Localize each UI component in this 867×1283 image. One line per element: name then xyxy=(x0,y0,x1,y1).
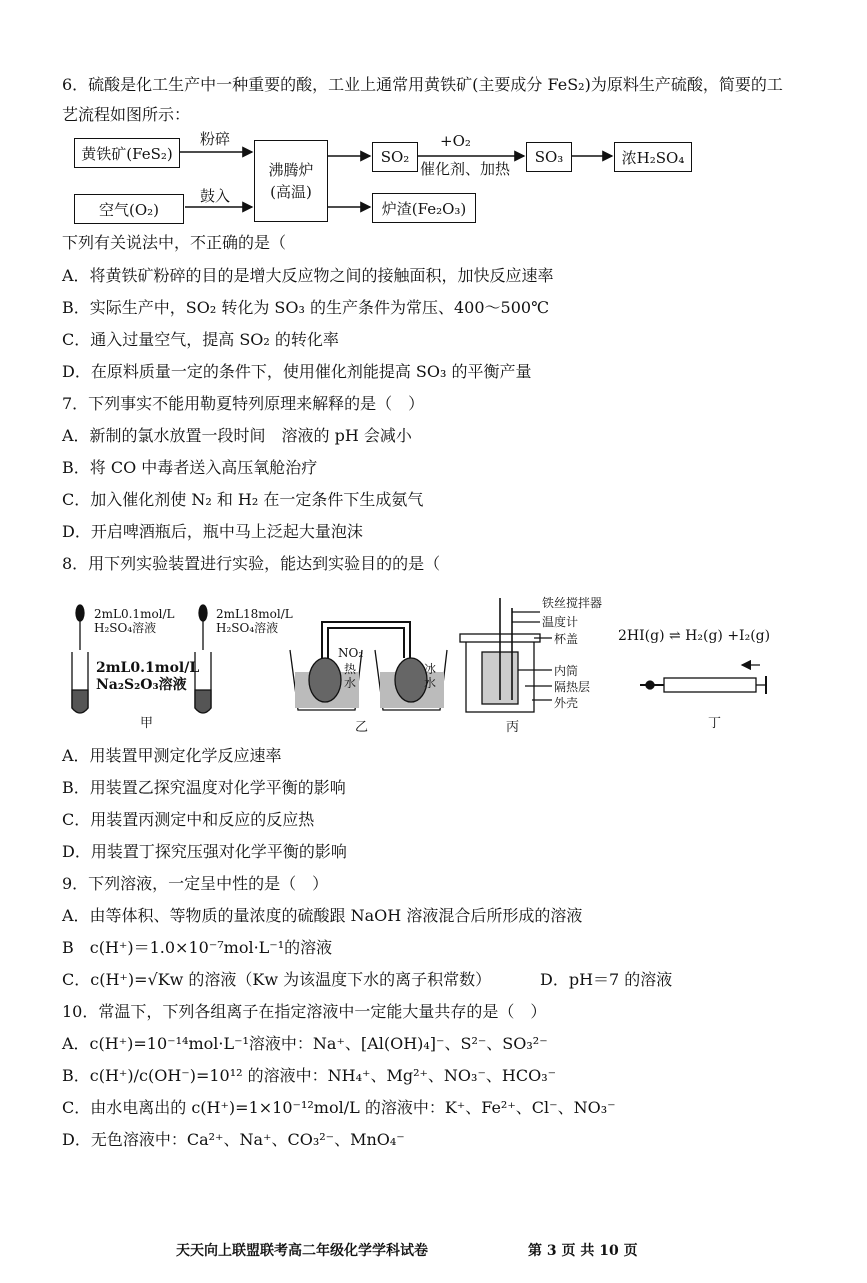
q7-option-a: A．新制的氯水放置一段时间 溶液的 pH 会减小 xyxy=(62,426,412,445)
bing-lid-label: 杯盖 xyxy=(554,632,579,646)
q8-option-d: D．用装置丁探究压强对化学平衡的影响 xyxy=(62,842,347,861)
yi-cold-water-label: 冰 水 xyxy=(424,662,437,690)
q9-option-a: A．由等体积、等物质的量浓度的硫酸跟 NaOH 溶液混合后所形成的溶液 xyxy=(62,906,583,925)
q6-option-b: B．实际生产中，SO₂ 转化为 SO₃ 的生产条件为常压、400～500℃ xyxy=(62,298,549,317)
bing-shell-label: 外壳 xyxy=(554,696,579,710)
jia-reagent2-label: 2mL18mol/L H₂SO₄溶液 xyxy=(216,607,293,635)
q6-question: 下列有关说法中，不正确的是（ xyxy=(62,233,287,252)
q10-option-a: A．c(H⁺)=10⁻¹⁴mol·L⁻¹溶液中：Na⁺、[Al(OH)₄]⁻、S²⁻、SO₃²⁻ xyxy=(62,1034,548,1053)
bing-inner-label: 内筒 xyxy=(554,664,579,678)
ding-reaction-label: 2HI(g) ⇌ H₂(g) +I₂(g) xyxy=(618,628,771,644)
q7-option-b: B．将 CO 中毒者送入高压氧舱治疗 xyxy=(62,458,318,477)
q6-stem-line2: 艺流程如图所示： xyxy=(62,105,191,124)
flow-furnace-box: 沸腾炉 (高温) xyxy=(254,140,328,222)
q8-stem: 8．用下列实验装置进行实验，能达到实验目的的是（ xyxy=(62,554,441,573)
q10-option-b: B．c(H⁺)/c(OH⁻)=10¹² 的溶液中：NH₄⁺、Mg²⁺、NO₃⁻、HCO₃⁻ xyxy=(62,1066,557,1085)
flow-label-catalyst: 催化剂、加热 xyxy=(420,160,511,178)
footer-page-number: 第 3 页 共 10 页 xyxy=(528,1243,638,1259)
flow-label-blow: 鼓入 xyxy=(200,187,231,205)
q7-stem: 7．下列事实不能用勒夏特列原理来解释的是（ ） xyxy=(62,394,425,413)
flow-pyrite-box: 黄铁矿(FeS₂) xyxy=(74,138,180,168)
flow-air-box: 空气(O₂) xyxy=(74,194,184,224)
flow-slag-box: 炉渣(Fe₂O₃) xyxy=(372,193,476,223)
flow-label-o2: +O₂ xyxy=(440,132,471,150)
bing-thermometer-label: 温度计 xyxy=(542,615,579,629)
flow-so2-box: SO₂ xyxy=(372,142,418,172)
flow-acid-box: 浓H₂SO₄ xyxy=(614,142,692,172)
q6-option-c: C．通入过量空气，提高 SO₂ 的转化率 xyxy=(62,330,339,349)
q9-option-b: B c(H⁺)＝1.0×10⁻⁷mol·L⁻¹的溶液 xyxy=(62,938,333,957)
ding-caption: 丁 xyxy=(708,716,722,731)
q8-option-b: B．用装置乙探究温度对化学平衡的影响 xyxy=(62,778,346,797)
apparatus-ding-drawing xyxy=(640,665,766,694)
q9-stem: 9．下列溶液，一定呈中性的是（ ） xyxy=(62,874,329,893)
jia-reagent1-label: 2mL0.1mol/L H₂SO₄溶液 xyxy=(94,607,175,635)
jia-tube-label: 2mL0.1mol/L Na₂S₂O₃溶液 xyxy=(96,660,200,693)
q9-option-c: C．c(H⁺)=√Kw 的溶液（Kw 为该温度下水的离子积常数） xyxy=(62,970,492,989)
q10-option-c: C．由水电离出的 c(H⁺)=1×10⁻¹²mol/L 的溶液中：K⁺、Fe²⁺、Cl⁻、NO₃⁻ xyxy=(62,1098,616,1117)
q8-option-c: C．用装置丙测定中和反应的反应热 xyxy=(62,810,315,829)
q8-option-a: A．用装置甲测定化学反应速率 xyxy=(62,746,282,765)
bing-caption: 丙 xyxy=(506,720,520,735)
q7-option-d: D．开启啤酒瓶后，瓶中马上泛起大量泡沫 xyxy=(62,522,363,541)
yi-caption: 乙 xyxy=(355,720,369,735)
flow-label-crush: 粉碎 xyxy=(200,130,231,148)
bing-insulation-label: 隔热层 xyxy=(554,680,591,694)
q10-stem: 10．常温下，下列各组离子在指定溶液中一定能大量共存的是（ ） xyxy=(62,1002,547,1021)
yi-no2-label: NO₂ xyxy=(338,646,364,660)
bing-stirrer-label: 铁丝搅拌器 xyxy=(542,596,603,610)
q10-option-d: D．无色溶液中：Ca²⁺、Na⁺、CO₃²⁻、MnO₄⁻ xyxy=(62,1130,405,1149)
apparatus-bing-drawing xyxy=(460,598,552,712)
jia-caption: 甲 xyxy=(140,716,154,731)
flow-so3-box: SO₃ xyxy=(526,142,572,172)
q9-option-d: D．pH＝7 的溶液 xyxy=(540,970,673,989)
q6-option-a: A．将黄铁矿粉碎的目的是增大反应物之间的接触面积，加快反应速率 xyxy=(62,266,554,285)
q6-option-d: D．在原料质量一定的条件下，使用催化剂能提高 SO₃ 的平衡产量 xyxy=(62,362,532,381)
footer-title: 天天向上联盟联考高二年级化学学科试卷 xyxy=(176,1243,428,1259)
yi-hot-water-label: 热 水 xyxy=(344,662,357,690)
q7-option-c: C．加入催化剂使 N₂ 和 H₂ 在一定条件下生成氨气 xyxy=(62,490,424,509)
q6-stem-line1: 6．硫酸是化工生产中一种重要的酸，工业上通常用黄铁矿(主要成分 FeS₂)为原料生产硫酸，简要的工 xyxy=(62,75,783,94)
